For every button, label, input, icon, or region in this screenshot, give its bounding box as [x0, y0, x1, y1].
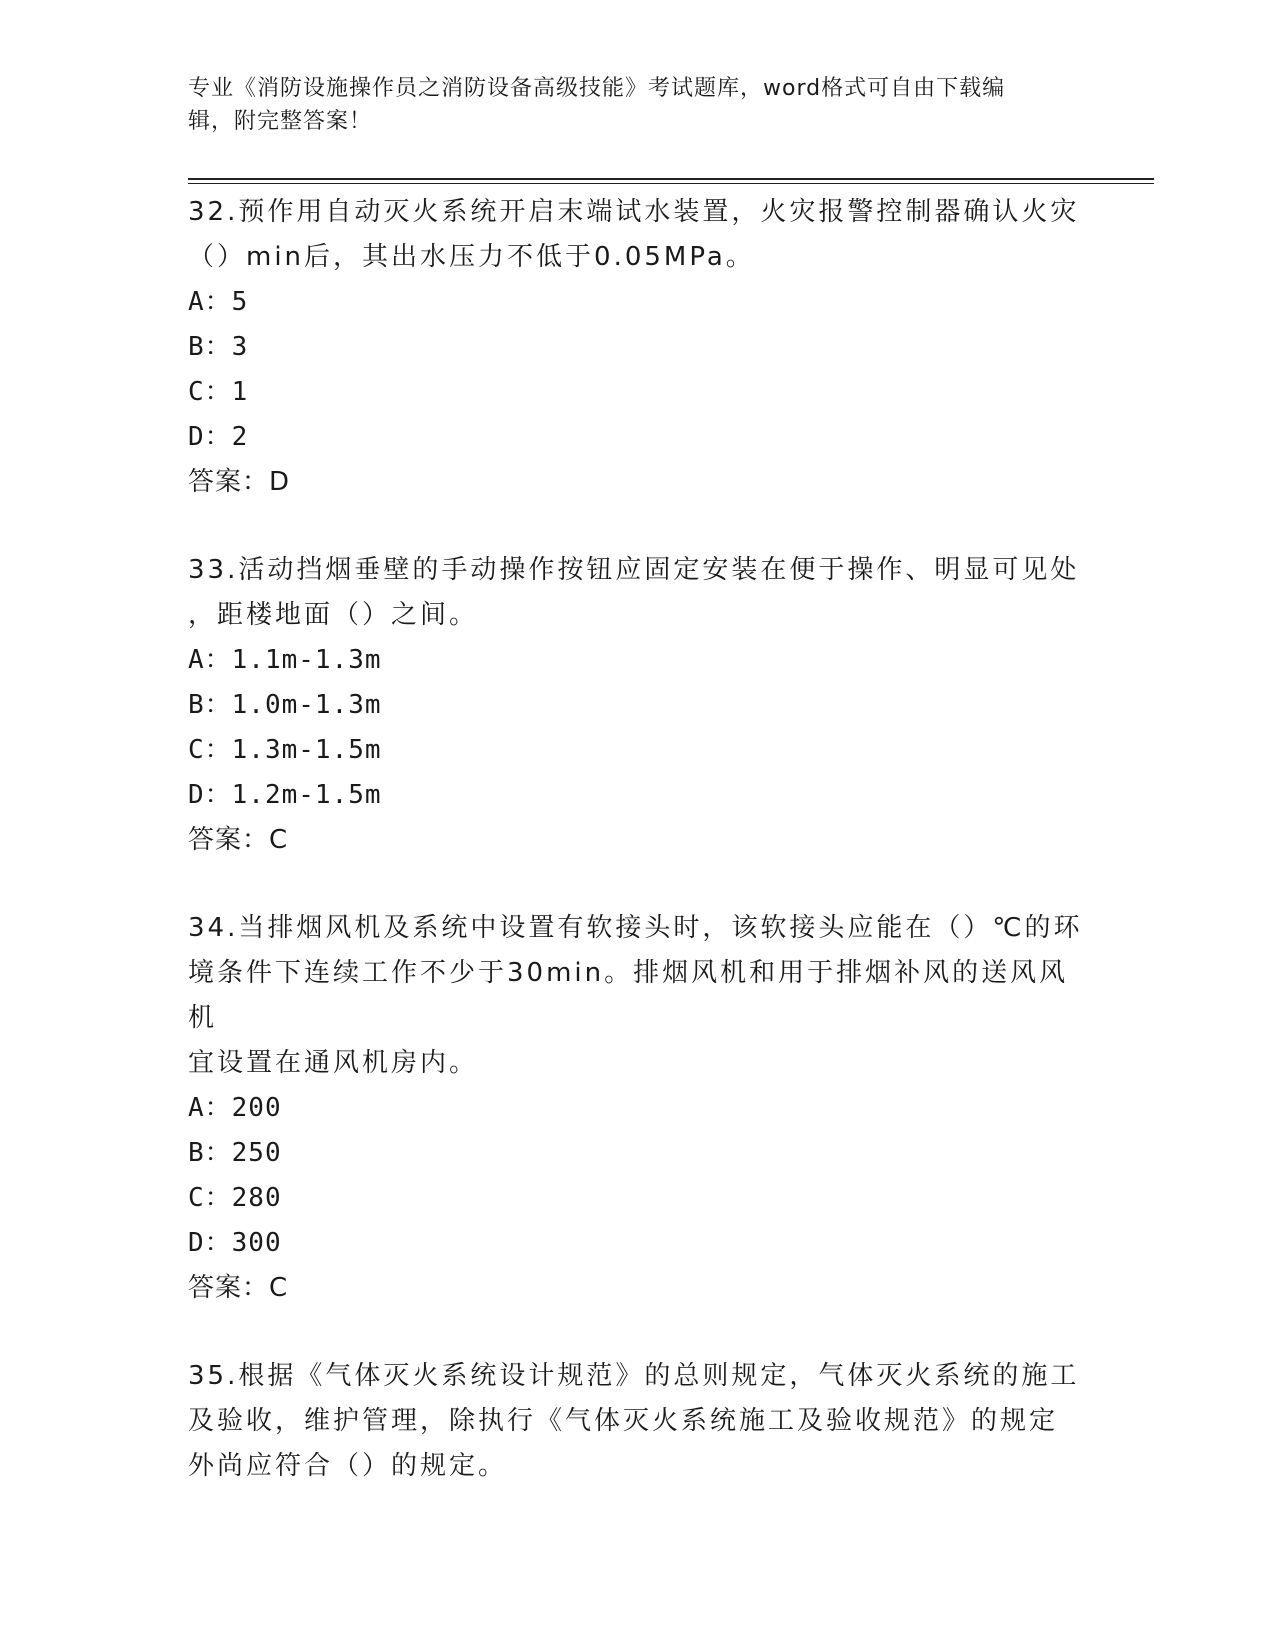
question-text-line: 34.当排烟风机及系统中设置有软接头时，该软接头应能在（）℃的环: [188, 913, 1083, 943]
question-33: [188, 548, 1088, 863]
question-text-line: 宜设置在通风机房内。: [188, 1048, 479, 1078]
answer: 答案：C: [188, 1273, 289, 1303]
option-d: D：1.2m-1.5m: [188, 780, 382, 810]
question-text-line: 33.活动挡烟垂壁的手动操作按钮应固定安装在便于操作、明显可见处: [188, 555, 1080, 585]
header-line-2: 辑，附完整答案！: [188, 109, 373, 134]
question-text-line: 35.根据《气体灭火系统设计规范》的总则规定，气体灭火系统的施工: [188, 1361, 1080, 1391]
question-34: [188, 906, 1088, 1311]
question-text-line: 及验收，维护管理，除执行《气体灭火系统施工及验收规范》的规定: [188, 1406, 1059, 1436]
option-b: B：250: [188, 1138, 282, 1168]
option-c: C：1: [188, 377, 249, 407]
answer: 答案：C: [188, 825, 289, 855]
option-a: A：200: [188, 1093, 282, 1123]
header-line-1: 专业《消防设施操作员之消防设备高级技能》考试题库，word格式可自由下载编: [188, 76, 1006, 101]
option-b: B：1.0m-1.3m: [188, 690, 382, 720]
answer: 答案：D: [188, 467, 291, 497]
question-text-line: 境条件下连续工作不少于30min。排烟风机和用于排烟补风的送风风机: [188, 958, 1069, 1033]
option-c: C：1.3m-1.5m: [188, 735, 382, 765]
question-text-line: ，距楼地面（）之间。: [188, 600, 479, 630]
header-divider-thick: [188, 178, 1154, 180]
question-text-line: 外尚应符合（）的规定。: [188, 1451, 508, 1481]
question-text-line: 32.预作用自动灭火系统开启末端试水装置，火灾报警控制器确认火灾: [188, 197, 1080, 227]
document-header: [188, 72, 1068, 138]
question-32: [188, 190, 1088, 505]
option-a: A：5: [188, 287, 249, 317]
option-d: D：2: [188, 422, 249, 452]
option-c: C：280: [188, 1183, 282, 1213]
option-a: A：1.1m-1.3m: [188, 645, 382, 675]
option-b: B：3: [188, 332, 249, 362]
question-text-line: （）min后，其出水压力不低于0.05MPa。: [188, 242, 755, 272]
option-d: D：300: [188, 1228, 282, 1258]
question-list: [188, 190, 1088, 1489]
question-35: [188, 1354, 1088, 1489]
header-divider-thin: [188, 183, 1154, 184]
